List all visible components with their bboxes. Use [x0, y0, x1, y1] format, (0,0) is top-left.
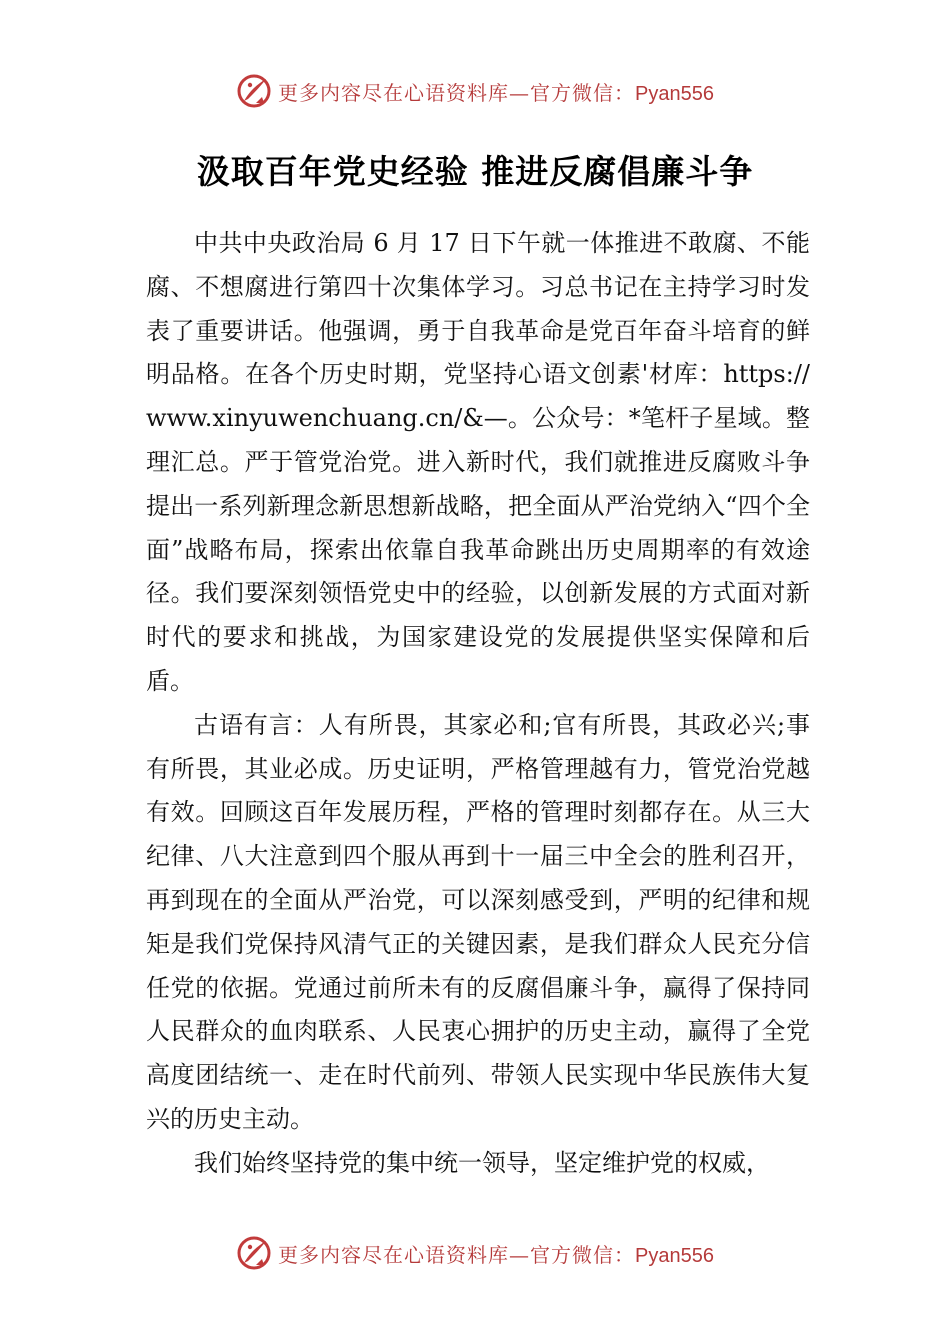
header-banner — [0, 66, 950, 116]
footer-banner-text — [278, 1239, 714, 1268]
footer-banner — [0, 1228, 950, 1278]
document-title: 汲取百年党史经验 推进反腐倡廉斗争 — [196, 152, 754, 191]
paragraph-3: 我们始终坚持党的集中统一领导，坚定维护党的权威， — [194, 1148, 770, 1177]
red-circle-quill-logo-icon — [236, 73, 272, 109]
footer-banner-wechat-id: Pyan556 — [635, 1244, 714, 1267]
header-banner-text — [278, 77, 714, 106]
header-banner-label: 更多内容尽在心语资料库—官方微信： — [278, 80, 636, 105]
paragraph-1: 中共中央政治局 6 月 17 日下午就一体推进不敢腐、不能腐、不想腐进行第四十次集体学习。习总书记在主持学习时发表了重要讲话。他强调，勇于自我革命是党百年奋斗培育的鲜明品格。在各个历史时期，党坚持心语文创素'材库：https://www.xinyuwenchuang.cn/&—。公众号：*笔杆子星域。整理汇总。严于管党治党。进入新时代，我们就推进反腐败斗争提出一系列新理念新思想新战略，把全面从严治党纳入“四个全面”战略布局，探索出依靠自我革命跳出历史周期率的有效途径。我们要深刻领悟党史中的经验，以创新发展的方式面对新时代的要求和挑战，为国家建设党的发展提供坚实保障和后盾。 — [146, 229, 810, 695]
header-banner-wechat-id: Pyan556 — [635, 82, 714, 105]
footer-banner-label: 更多内容尽在心语资料库—官方微信： — [278, 1242, 636, 1267]
paragraph-2: 古语有言：人有所畏，其家必和;官有所畏，其政必兴;事有所畏，其业必成。历史证明，严格管理越有力，管党治党越有效。回顾这百年发展历程，严格的管理时刻都存在。从三大纪律、八大注意到四个服从再到十一届三中全会的胜利召开，再到现在的全面从严治党，可以深刻感受到，严明的纪律和规矩是我们党保持风清气正的关键因素，是我们群众人民充分信任党的依据。党通过前所未有的反腐倡廉斗争，赢得了保持同人民群众的血肉联系、人民衷心拥护的历史主动，赢得了全党高度团结统一、走在时代前列、带领人民实现中华民族伟大复兴的历史主动。 — [146, 710, 810, 1133]
red-circle-quill-logo-icon — [236, 1235, 272, 1271]
document-body — [146, 222, 810, 1186]
